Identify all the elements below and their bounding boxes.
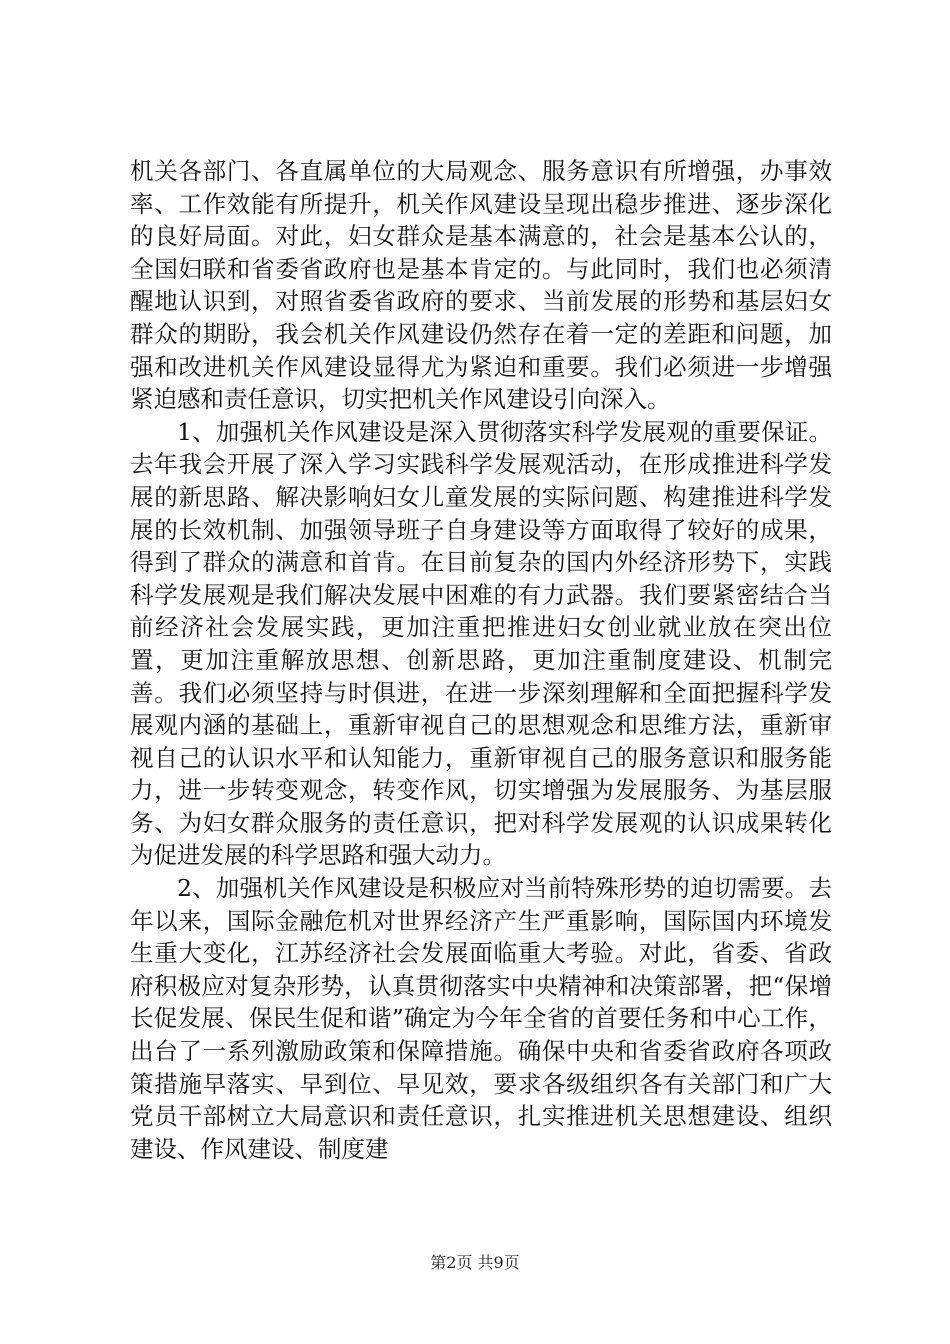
paragraph-point-2: 2、加强机关作风建设是积极应对当前特殊形势的迫切需要。去年以来，国际金融危机对世界经济产生严重影响，国际国内环境发生重大变化，江苏经济社会发展面临重大考验。对此，省委、省政府积极应对复杂形势，认真贯彻落实中央精神和决策部署，把“保增长促发展、保民生促和谐”确定为今年全省的首要任务和中心工作，出台了一系列激励政策和保障措施。确保中央和省委省政府各项政策措施早落实、早到位、早见效，要求各级组织各有关部门和广大党员干部树立大局意识和责任意识，扎实推进机关思想建设、组织建设、作风建设、制度建	[130, 874, 832, 1163]
paragraph-continuation: 机关各部门、各直属单位的大局观念、服务意识有所增强，办事效率、工作效能有所提升，机关作风建设呈现出稳步推进、逐步深化的良好局面。对此，妇女群众是基本满意的，社会是基本公认的，全国妇联和省委省政府也是基本肯定的。与此同时，我们也必须清醒地认识到，对照省委省政府的要求、当前发展的形势和基层妇女群众的期盼，我会机关作风建设仍然存在着一定的差距和问题，加强和改进机关作风建设显得尤为紧迫和重要。我们必须进一步增强紧迫感和责任意识，切实把机关作风建设引向深入。	[130, 157, 832, 414]
page-number-footer: 第2页 共9页	[430, 1253, 520, 1272]
document-body	[130, 155, 832, 1165]
paragraph-point-1: 1、加强机关作风建设是深入贯彻落实科学发展观的重要保证。去年我会开展了深入学习实践科学发展观活动，在形成推进科学发展的新思路、解决影响妇女儿童发展的实际问题、构建推进科学发展的长效机制、加强领导班子自身建设等方面取得了较好的成果，得到了群众的满意和首肯。在目前复杂的国内外经济形势下，实践科学发展观是我们解决发展中困难的有力武器。我们要紧密结合当前经济社会发展实践，更加注重把推进妇女创业就业放在突出位置，更加注重解放思想、创新思路，更加注重制度建设、机制完善。我们必须坚持与时俱进，在进一步深刻理解和全面把握科学发展观内涵的基础上，重新审视自己的思想观念和思维方法，重新审视自己的认识水平和认知能力，重新审视自己的服务意识和服务能力，进一步转变观念，转变作风，切实增强为发展服务、为基层服务、为妇女群众服务的责任意识，把对科学发展观的认识成果转化为促进发展的科学思路和强大动力。	[130, 417, 832, 870]
